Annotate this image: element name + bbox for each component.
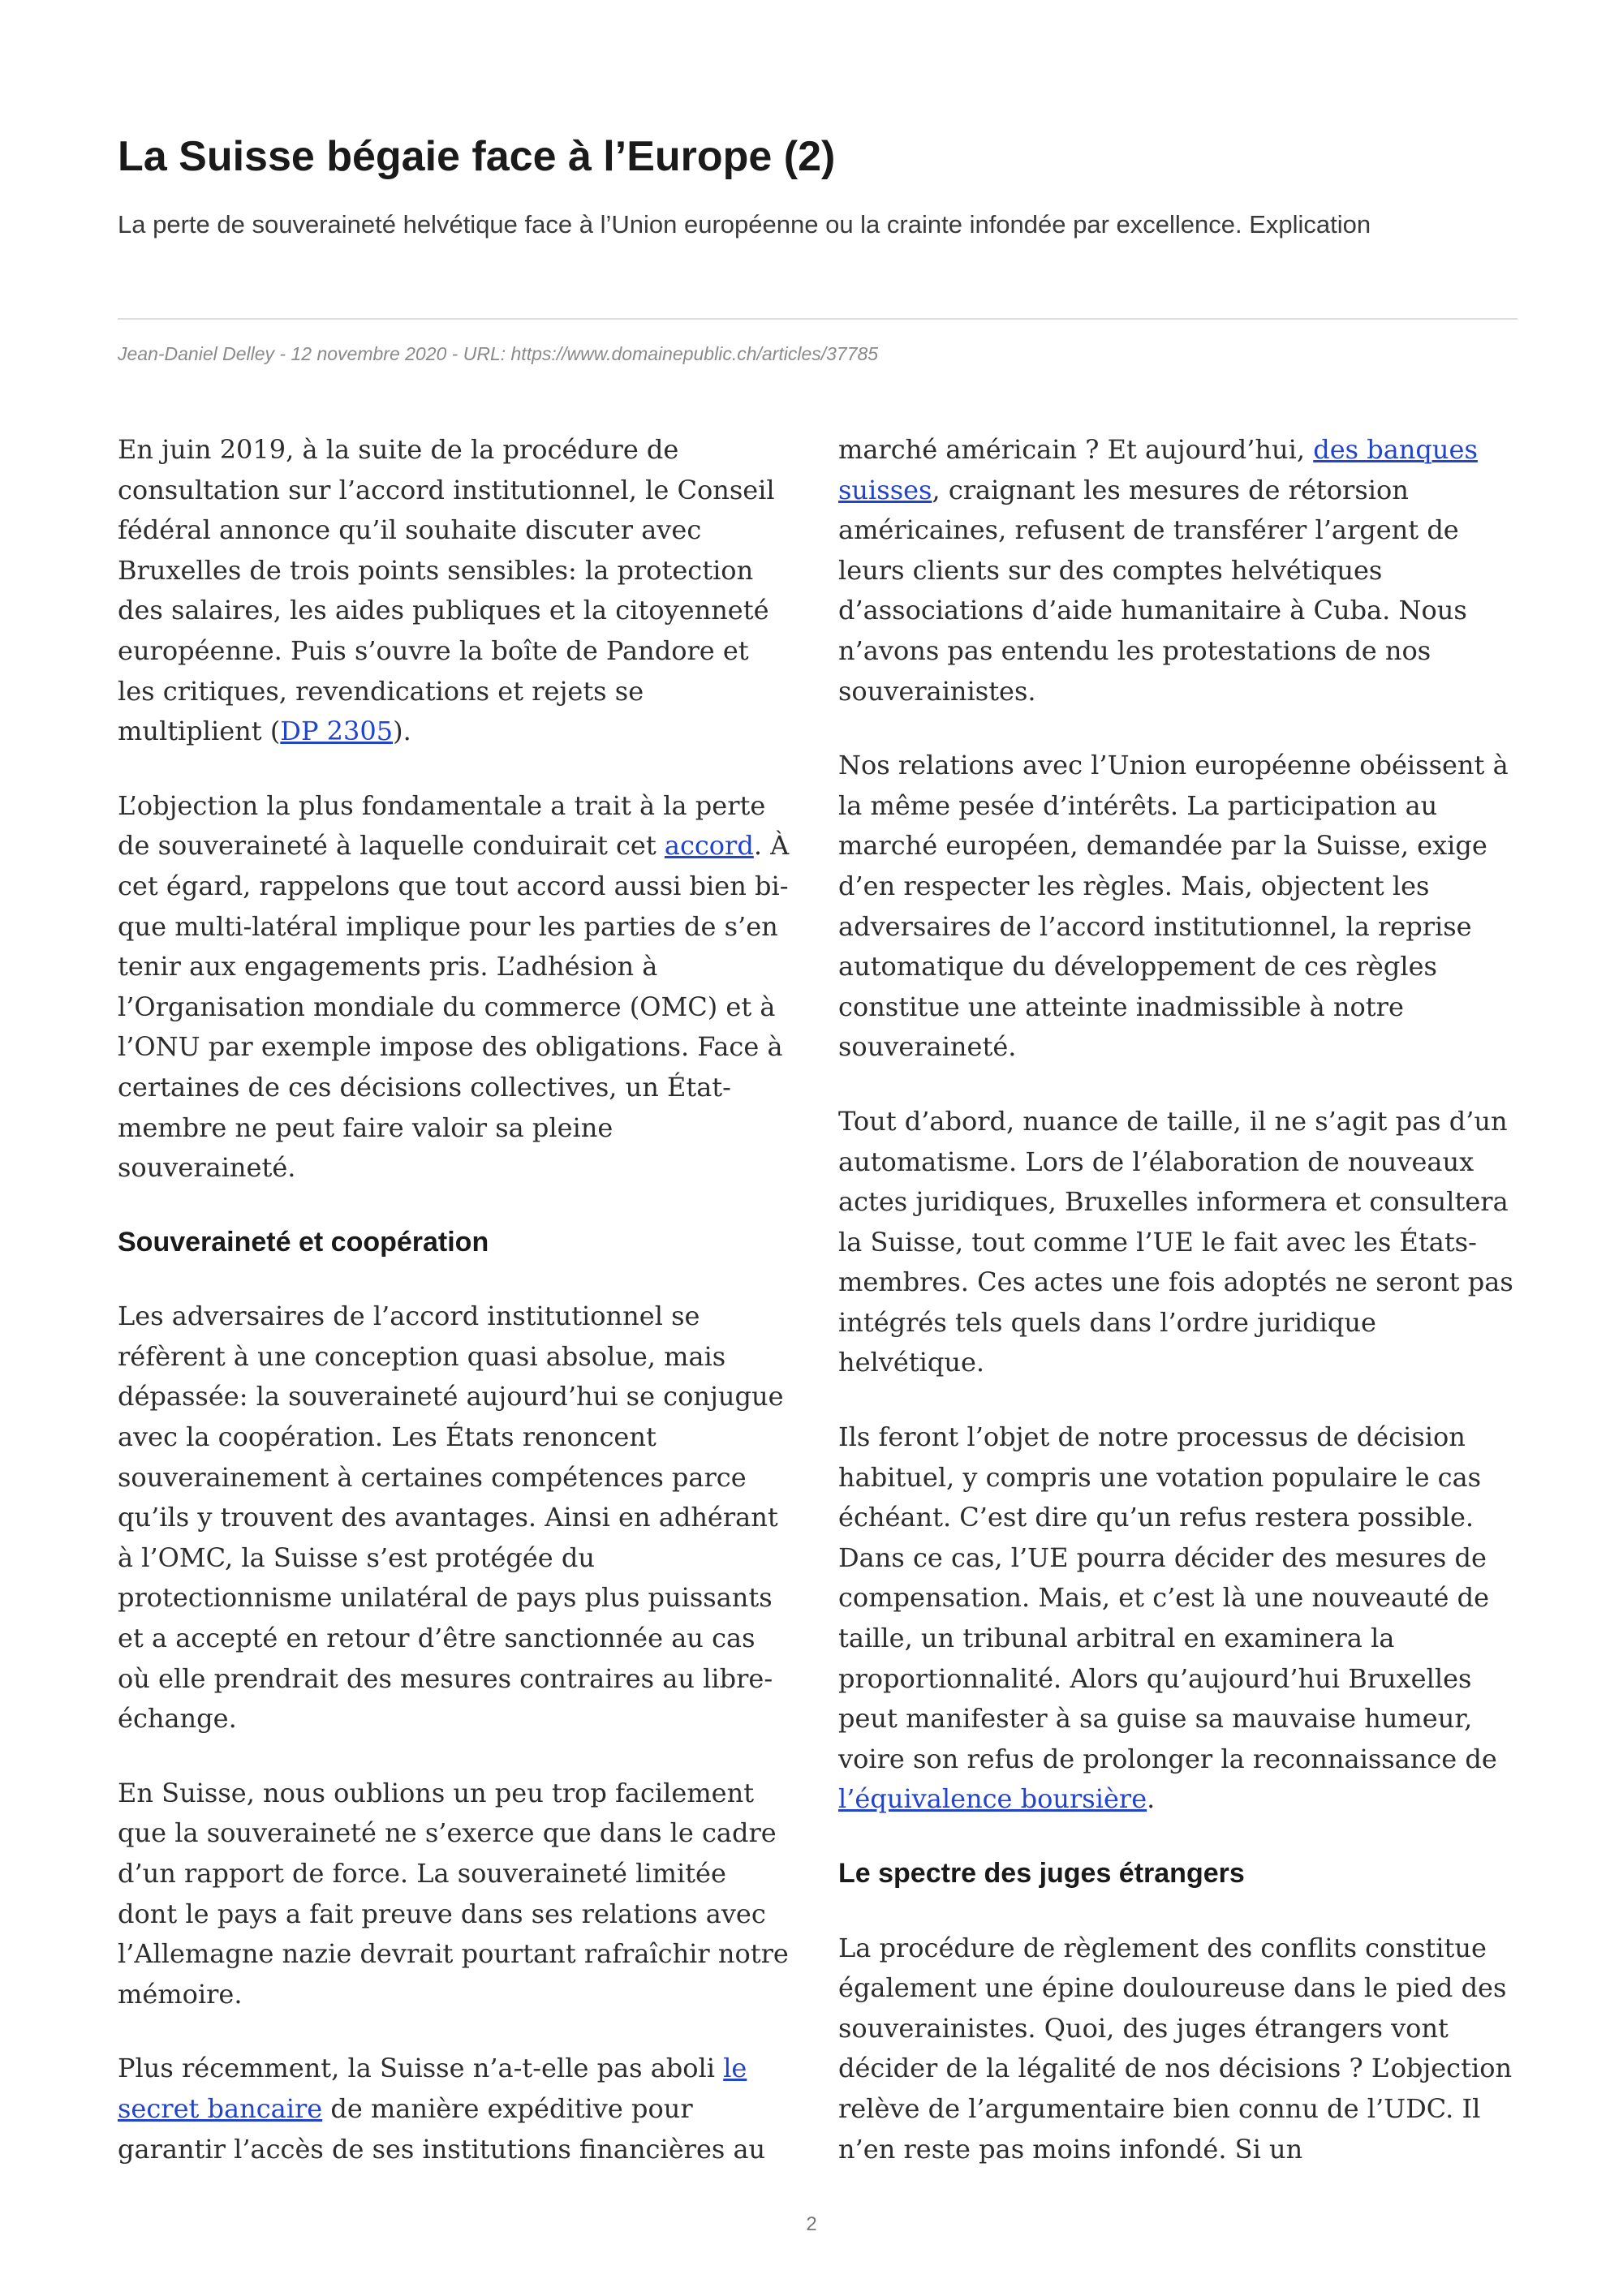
left-column [118,430,791,2204]
paragraph [118,430,791,752]
link-accord[interactable]: accord [664,830,754,862]
paragraph-text: ). [393,716,411,747]
paragraph-text: Plus récemment, la Suisse n’a-t-elle pas aboli [118,2053,724,2084]
paragraph [118,786,791,1189]
article-meta: Jean-Daniel Delley - 12 novembre 2020 - URL: https://www.domainepublic.ch/articles/37785 [118,343,879,364]
paragraph: La procédure de règlement des conflits constitue également une épine douloureuse dans le pied des souverainistes. Quoi, des juges étrangers vont décider de la légalité de nos décisions ? L’objection relève de l’argumentaire bien connu de l’UDC. Il n’en reste pas moins infondé. Si un [838,1932,1513,2165]
section-heading: Souveraineté et coopération [118,1226,489,1258]
paragraph: Nos relations avec l’Union européenne obéissent à la même pesée d’intérêts. La participation au marché européen, demandée par la Suisse, exige d’en respecter les règles. Mais, objectent les adversaires de l’accord institutionnel, la reprise automatique du développement de ces règles constitue une atteinte inadmissible à notre souveraineté. [838,750,1509,1063]
paragraph-text: , craignant les mesures de rétorsion américaines, refusent de transférer l’argent de leurs clients sur des comptes helvétiques d’associations d’aide humanitaire à Cuba. Nous n’avons pas entendu les protestations de nos souverainistes. [838,474,1467,707]
paragraph-text: En juin 2019, à la suite de la procédure de consultation sur l’accord institutionnel, le Conseil fédéral annonce qu’il souhaite discuter avec Bruxelles de trois points sensibles: la protection des salaires, les aides publiques et la citoyenneté européenne. Puis s’ouvre la boîte de Pandore et les critiques, revendications et rejets se multiplient ( [118,434,775,747]
right-column [838,430,1518,2204]
link-equivalence-boursiere[interactable]: l’équivalence boursière [838,1783,1147,1815]
paragraph: Les adversaires de l’accord institutionnel se réfèrent à une conception quasi absolue, mais dépassée: la souveraineté aujourd’hui se conjugue avec la coopération. Les États renoncent souverainement à certaines compétences parce qu’ils y trouvent des avantages. Ainsi en adhérant à l’OMC, la Suisse s’est protégée du protectionnisme unilatéral de pays plus puissants et a accepté en retour d’être sanctionnée au cas où elle prendrait des mesures contraires au libre-échange. [118,1301,784,1735]
paragraph-text: . À cet égard, rappelons que tout accord aussi bien bi- que multi-latéral implique pour les parties de s’en tenir aux engagements pris. L’adhésion à l’Organisation mondiale du commerce (OMC) et à l’ONU par exemple impose des obligations. Face à certaines de ces décisions collectives, un État-membre ne peut faire valoir sa pleine souveraineté. [118,830,790,1184]
link-secret-bancaire[interactable]: le secret bancaire [118,2053,747,2124]
article-title: La Suisse bégaie face à l’Europe (2) [118,133,836,180]
paragraph-text: Ils feront l’objet de notre processus de décision habituel, y compris une votation populaire le cas échéant. C’est dire qu’un refus restera possible. Dans ce cas, l’UE pourra décider des mesures de compensation. Mais, et c’est là une nouveauté de taille, un tribunal arbitral en examinera la proportionnalité. Alors qu’aujourd’hui Bruxelles peut manifester à sa guise sa mauvaise humeur, voire son refus de prolonger la reconnaissance de [838,1421,1497,1774]
paragraph: En Suisse, nous oublions un peu trop facilement que la souveraineté ne s’exerce que dans le cadre d’un rapport de force. La souveraineté limitée dont le pays a fait preuve dans ses relations avec l’Allemagne nazie devrait pourtant rafraîchir notre mémoire. [118,1777,789,2010]
paragraph: Tout d’abord, nuance de taille, il ne s’agit pas d’un automatisme. Lors de l’élaboration de nouveaux actes juridiques, Bruxelles informera et consultera la Suisse, tout comme l’UE le fait avec les États-membres. Ces actes une fois adoptés ne seront pas intégrés tels quels dans l’ordre juridique helvétique. [838,1105,1513,1378]
page-number: 2 [806,2213,817,2235]
paragraph [118,2049,791,2169]
article-subtitle: La perte de souveraineté helvétique face à l’Union européenne ou la crainte infondée par excellence. Explication [118,210,1371,239]
header-divider [118,318,1518,320]
paragraph [838,430,1518,712]
link-banques-suisses[interactable]: des banques suisses [838,434,1478,505]
section-heading: Le spectre des juges étrangers [838,1858,1245,1889]
paragraph-text: L’objection la plus fondamentale a trait à la perte de souveraineté à laquelle conduirait cet [118,789,766,862]
paragraph-text: marché américain ? Et aujourd’hui, [838,434,1314,465]
paragraph-text: de manière expéditive pour garantir l’accès de ses institutions financières au [118,2092,766,2165]
paragraph-text: . [1147,1783,1156,1815]
paragraph [838,1417,1518,1820]
link-dp-2305[interactable]: DP 2305 [280,716,394,747]
